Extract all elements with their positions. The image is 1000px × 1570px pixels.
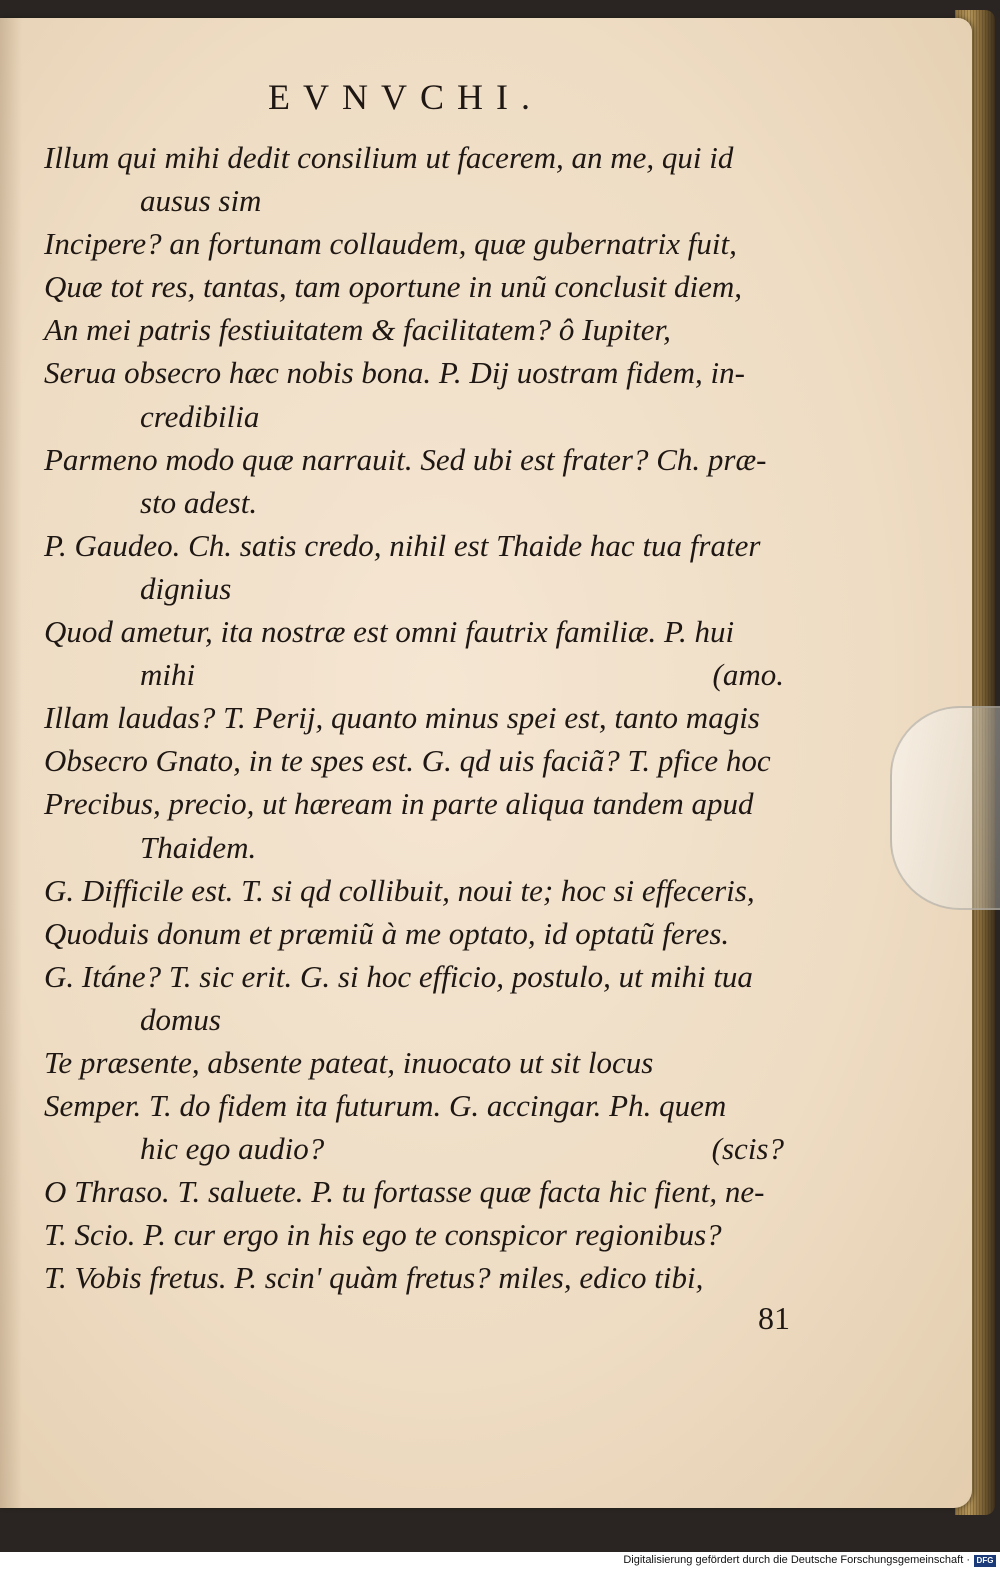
text-line-content: ausus sim: [140, 183, 262, 219]
text-line-turnover: [784, 1170, 804, 1213]
text-line-turnover: [784, 826, 804, 869]
text-line-content: hic ego audio?: [140, 1131, 325, 1167]
text-line: [44, 1127, 804, 1170]
text-line-turnover: [784, 955, 804, 998]
text-line-content: An mei patris festiuitatem & facilitatem? ô Iupiter,: [44, 312, 671, 348]
text-line-turnover: [784, 610, 804, 653]
text-line-turnover: [784, 567, 804, 610]
text-line: [44, 955, 804, 998]
text-line-content: G. Itáne? T. sic erit. G. si hoc efficio, postulo, ut mihi tua: [44, 958, 753, 994]
text-line-content: domus: [140, 1001, 221, 1037]
text-line: [44, 567, 804, 610]
text-line-turnover: [784, 351, 804, 394]
text-line: [44, 265, 804, 308]
text-line-turnover: [784, 998, 804, 1041]
text-line-turnover: [784, 1213, 804, 1256]
text-line-turnover: [784, 222, 804, 265]
text-line-content: T. Vobis fretus. P. scin' quàm fretus? miles, edico tibi,: [44, 1260, 704, 1296]
text-line: [44, 1256, 804, 1299]
text-line-content: Semper. T. do fidem ita futurum. G. accingar. Ph. quem: [44, 1088, 727, 1124]
text-line-turnover: [784, 524, 804, 567]
text-line-content: O Thraso. T. saluete. P. tu fortasse quæ facta hic fient, ne-: [44, 1174, 765, 1210]
text-line: [44, 136, 804, 179]
text-line-content: Quæ tot res, tantas, tam oportune in unũ conclusit diem,: [44, 269, 743, 305]
text-line-turnover: [784, 696, 804, 739]
digitization-credit: Digitalisierung gefördert durch die Deutsche Forschungsgemeinschaft ·: [623, 1554, 970, 1566]
text-line-turnover: [784, 308, 804, 351]
text-line-content: sto adest.: [140, 484, 258, 520]
text-line: [44, 222, 804, 265]
text-line-turnover: [784, 1256, 804, 1299]
text-line-turnover: [784, 782, 804, 825]
text-line-turnover: [784, 265, 804, 308]
text-line: [44, 1213, 804, 1256]
text-line-turnover: (scis?: [711, 1131, 784, 1167]
text-line-content: Serua obsecro hæc nobis bona. P. Dij uostram fidem, in-: [44, 355, 745, 391]
page-number: 81: [758, 1300, 790, 1336]
text-line-turnover: [784, 136, 804, 179]
text-line-turnover: [784, 179, 804, 222]
text-line-turnover: (amo.: [712, 657, 784, 693]
text-line-content: Illam laudas? T. Perij, quanto minus spei est, tanto magis: [44, 700, 760, 736]
text-line-content: Thaidem.: [140, 829, 257, 865]
text-line: [44, 610, 804, 653]
text-line-content: Incipere? an fortunam collaudem, quæ gubernatrix fuit,: [44, 226, 737, 262]
text-line-turnover: [784, 1084, 804, 1127]
text-line: [44, 481, 804, 524]
text-line-content: Obsecro Gnato, in te spes est. G. qd uis faciã? T. pfice hoc: [44, 743, 771, 779]
text-line: [44, 912, 804, 955]
text-line: [44, 351, 804, 394]
text-line-content: T. Scio. P. cur ergo in his ego te conspicor regionibus?: [44, 1217, 722, 1253]
text-line: [44, 782, 804, 825]
text-line-content: Illum qui mihi dedit consilium ut facerem, an me, qui id: [44, 140, 734, 175]
text-line-turnover: [784, 481, 804, 524]
text-line-content: G. Difficile est. T. si qd collibuit, noui te; hoc si effeceris,: [44, 872, 755, 908]
text-line: [44, 869, 804, 912]
page-text: [44, 136, 804, 1300]
text-line: [44, 438, 804, 481]
text-line-content: P. Gaudeo. Ch. satis credo, nihil est Thaide hac tua frater: [44, 527, 761, 563]
text-line-turnover: [784, 438, 804, 481]
text-line: [44, 696, 804, 739]
text-line-content: Precibus, precio, ut hæream in parte aliqua tandem apud: [44, 786, 754, 822]
text-line-turnover: [784, 912, 804, 955]
text-line: [44, 395, 804, 438]
text-line-turnover: [784, 869, 804, 912]
dfg-logo: DFG: [974, 1555, 996, 1567]
text-line-content: credibilia: [140, 398, 260, 434]
text-line-content: Parmeno modo quæ narrauit. Sed ubi est frater? Ch. præ-: [44, 441, 767, 477]
book-page: [0, 18, 972, 1508]
text-line: [44, 739, 804, 782]
text-line-content: Quod ametur, ita nostræ est omni fautrix familiæ. P. hui: [44, 614, 735, 650]
text-line: [44, 308, 804, 351]
text-line-content: mihi: [140, 657, 196, 693]
text-line: [44, 653, 804, 696]
text-line-content: dignius: [140, 570, 232, 606]
text-line: [44, 1084, 804, 1127]
running-head: EVNVCHI.: [268, 77, 543, 117]
page-clip: [890, 706, 1000, 910]
text-line: [44, 524, 804, 567]
text-line: [44, 1041, 804, 1084]
text-line-content: Quoduis donum et præmiũ à me optato, id optatũ feres.: [44, 915, 730, 951]
text-line-turnover: [784, 739, 804, 782]
text-line: [44, 998, 804, 1041]
text-line: [44, 1170, 804, 1213]
text-line-turnover: [784, 1041, 804, 1084]
text-line-turnover: [784, 395, 804, 438]
text-line-content: Te præsente, absente pateat, inuocato ut sit locus: [44, 1044, 654, 1080]
text-line: [44, 179, 804, 222]
text-line: [44, 826, 804, 869]
